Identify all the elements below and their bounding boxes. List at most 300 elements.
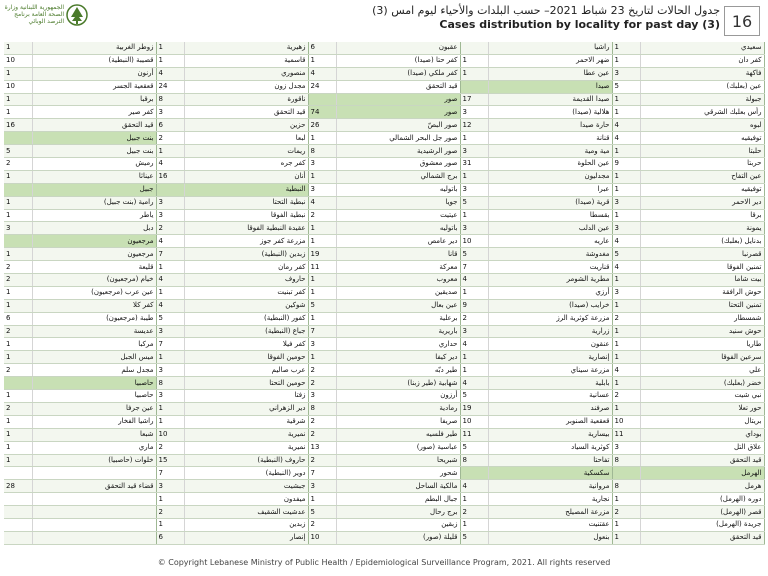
case-count-cell: 6: [156, 119, 184, 132]
locality-cell: خيام (مرجعيون): [32, 274, 156, 287]
locality-cell: صديقين: [336, 286, 460, 299]
locality-cell: حور تعلا: [640, 402, 764, 415]
case-count-cell: 1: [612, 351, 640, 364]
locality-cell: علاق التل: [640, 441, 764, 454]
locality-cell: مزرعة سيناي: [488, 364, 612, 377]
table-row: [4, 299, 764, 312]
locality-cell: شبعا: [32, 428, 156, 441]
case-count-cell: 2: [308, 209, 336, 222]
case-count-cell: 2: [308, 415, 336, 428]
case-count-cell: 2: [460, 312, 488, 325]
copyright-footer: © Copyright Lebanese Ministry of Public Health / Epidemiological Surveillance Program, 2021. All rights reserved: [157, 558, 611, 567]
case-count-cell: 5: [612, 248, 640, 261]
locality-cell: ميفدون: [184, 493, 308, 506]
locality-cell: صيدا: [488, 80, 612, 93]
case-count-cell: 2: [4, 261, 32, 274]
case-count-cell: 2: [308, 364, 336, 377]
locality-cell: عيناثا: [32, 170, 156, 183]
case-count-cell: 3: [612, 222, 640, 235]
case-count-cell: 8: [612, 480, 640, 493]
case-count-cell: 5: [460, 531, 488, 544]
case-count-cell: 1: [4, 441, 32, 454]
case-count-cell: 2: [4, 402, 32, 415]
case-count-cell: [4, 235, 32, 248]
locality-cell: النبطية: [184, 183, 308, 196]
case-count-cell: 1: [308, 274, 336, 287]
locality-cell: طيبة (مرجعيون): [32, 312, 156, 325]
case-count-cell: 5: [460, 248, 488, 261]
locality-cell: منصوري: [184, 67, 308, 80]
case-count-cell: 16: [4, 119, 32, 132]
case-count-cell: 6: [308, 42, 336, 54]
locality-cell: قانا: [336, 248, 460, 261]
locality-cell: أرزي: [488, 286, 612, 299]
case-count-cell: 1: [156, 42, 184, 54]
table-row: [4, 222, 764, 235]
locality-cell: دبل: [32, 222, 156, 235]
locality-cell: جبولة: [640, 93, 764, 106]
locality-cell: قيد التحقق: [336, 80, 460, 93]
case-count-cell: 3: [4, 222, 32, 235]
table-row: [4, 325, 764, 338]
locality-cell: مركبا: [32, 338, 156, 351]
locality-cell: راشيا الفخار: [32, 415, 156, 428]
case-count-cell: 10: [308, 531, 336, 544]
table-row: [4, 364, 764, 377]
locality-cell: كفر حتا (صيدا): [336, 54, 460, 67]
locality-cell: عين (بعلبك): [640, 80, 764, 93]
locality-cell: برعلية: [336, 312, 460, 325]
case-count-cell: 10: [460, 235, 488, 248]
locality-cell: برج الشمالي: [336, 170, 460, 183]
case-count-cell: 1: [460, 518, 488, 531]
table-row: [4, 467, 764, 480]
locality-cell: باريرية: [336, 325, 460, 338]
case-count-cell: 8: [612, 454, 640, 467]
locality-cell: بابلية: [488, 377, 612, 390]
table-row: [4, 80, 764, 93]
table-body: [4, 42, 764, 544]
locality-cell: رأس بعلبك الشرقي: [640, 106, 764, 119]
case-count-cell: 28: [4, 480, 32, 493]
case-count-cell: 4: [612, 235, 640, 248]
case-count-cell: 4: [612, 132, 640, 145]
locality-cell: قيد التحقق: [640, 454, 764, 467]
case-count-cell: 6: [4, 312, 32, 325]
locality-cell: الهرمل: [640, 467, 764, 480]
case-count-cell: 13: [308, 441, 336, 454]
title-english: Cases distribution by locality for past day (3): [439, 18, 720, 31]
case-count-cell: 10: [156, 428, 184, 441]
case-count-cell: 4: [460, 377, 488, 390]
locality-cell: عاريه: [488, 235, 612, 248]
locality-cell: صريفا: [336, 415, 460, 428]
case-count-cell: 1: [308, 222, 336, 235]
case-count-cell: 1: [460, 67, 488, 80]
case-count-cell: [156, 183, 184, 196]
case-count-cell: 5: [460, 441, 488, 454]
locality-cell: بوداي: [640, 428, 764, 441]
case-count-cell: 1: [308, 235, 336, 248]
case-count-cell: 1: [156, 54, 184, 67]
case-count-cell: [4, 531, 32, 544]
locality-cell: حزين: [184, 119, 308, 132]
case-count-cell: [4, 493, 32, 506]
case-count-cell: 3: [156, 480, 184, 493]
locality-cell: أنان: [184, 170, 308, 183]
case-count-cell: 1: [612, 106, 640, 119]
locality-cell: بقسطا: [488, 209, 612, 222]
table-row: [4, 402, 764, 415]
locality-cell: قيد التحقق: [32, 119, 156, 132]
locality-cell: برقبا: [32, 93, 156, 106]
table-row: [4, 312, 764, 325]
table-row: [4, 428, 764, 441]
case-count-cell: 3: [612, 196, 640, 209]
case-count-cell: 2: [4, 364, 32, 377]
locality-cell: باتوليه: [336, 222, 460, 235]
title-arabic: جدول الحالات لتاريخ 23 شباط 2021– حسب البلدات والأحياء ليوم امس (3): [372, 4, 720, 17]
case-count-cell: 1: [460, 209, 488, 222]
locality-cell: صور: [336, 106, 460, 119]
case-count-cell: 1: [612, 42, 640, 54]
locality-cell: بيسارية: [488, 428, 612, 441]
locality-cell: عين الدلب: [488, 222, 612, 235]
case-count-cell: [612, 467, 640, 480]
case-count-cell: 1: [308, 132, 336, 145]
case-count-cell: 1: [4, 338, 32, 351]
case-count-cell: 1: [612, 518, 640, 531]
locality-cell: زوطر الغربية: [32, 42, 156, 54]
locality-cell: حوش سنيد: [640, 325, 764, 338]
table-row: [4, 67, 764, 80]
locality-cell: قيد التحقق: [184, 106, 308, 119]
case-count-cell: 1: [308, 312, 336, 325]
case-count-cell: 1: [308, 493, 336, 506]
locality-cell: حربتا: [640, 158, 764, 171]
locality-cell: عين عطا: [488, 67, 612, 80]
case-count-cell: 1: [460, 493, 488, 506]
page-number-badge: 16: [724, 6, 760, 36]
locality-cell: زفتا: [184, 390, 308, 403]
case-count-cell: 1: [4, 299, 32, 312]
case-count-cell: 1: [4, 93, 32, 106]
case-count-cell: 8: [156, 93, 184, 106]
case-count-cell: 3: [156, 325, 184, 338]
locality-cell: كفر دان: [640, 54, 764, 67]
case-count-cell: 4: [612, 119, 640, 132]
locality-cell: يمونة: [640, 222, 764, 235]
locality-cell: حارة صيدا: [488, 119, 612, 132]
locality-cell: حاصبيا: [32, 390, 156, 403]
table-row: [4, 158, 764, 171]
case-count-cell: 1: [612, 531, 640, 544]
locality-cell: باتوليه: [336, 183, 460, 196]
locality-cell: نبي شيت: [640, 390, 764, 403]
ministry-logo: [4, 2, 90, 36]
locality-cell: مرجعيون: [32, 235, 156, 248]
case-count-cell: 5: [4, 145, 32, 158]
case-count-cell: 2: [308, 518, 336, 531]
table-row: [4, 518, 764, 531]
case-count-cell: 1: [308, 351, 336, 364]
case-count-cell: 31: [460, 158, 488, 171]
locality-cell: شرقية: [184, 415, 308, 428]
case-count-cell: 1: [4, 170, 32, 183]
locality-cell: تمنين التحتا: [640, 299, 764, 312]
locality-cell: قعقعية الجسر: [32, 80, 156, 93]
locality-cell: ياطر: [32, 209, 156, 222]
case-count-cell: 11: [460, 428, 488, 441]
case-count-cell: [4, 377, 32, 390]
case-count-cell: 2: [156, 222, 184, 235]
case-count-cell: [4, 518, 32, 531]
locality-cell: شبريحا: [336, 454, 460, 467]
locality-cell: بدنايل (بعلبك): [640, 235, 764, 248]
logo-text: الجمهورية اللبنانية وزارة الصحة العامة برنامج الترصد الوبائي: [4, 4, 64, 25]
locality-cell: عقيدة النبطية الفوقا: [184, 222, 308, 235]
case-count-cell: 5: [460, 390, 488, 403]
locality-cell: أرزون: [336, 390, 460, 403]
table-row: [4, 415, 764, 428]
locality-cell: دوره (الهرمل): [640, 493, 764, 506]
locality-cell: [32, 506, 156, 519]
case-count-cell: 4: [156, 274, 184, 287]
table-row: [4, 454, 764, 467]
case-count-cell: [460, 80, 488, 93]
case-count-cell: 2: [4, 325, 32, 338]
locality-cell: كفور (النبطية): [184, 312, 308, 325]
locality-cell: هرمل: [640, 480, 764, 493]
case-count-cell: 7: [156, 467, 184, 480]
case-count-cell: 1: [4, 454, 32, 467]
case-count-cell: 1: [4, 286, 32, 299]
locality-cell: جويا: [336, 196, 460, 209]
case-count-cell: 8: [460, 454, 488, 467]
case-count-cell: 1: [4, 248, 32, 261]
locality-cell: حلبتا: [640, 145, 764, 158]
case-count-cell: 10: [612, 415, 640, 428]
locality-cell: قصرنبا: [640, 248, 764, 261]
case-count-cell: 3: [156, 196, 184, 209]
case-count-cell: 5: [460, 196, 488, 209]
case-count-cell: 5: [612, 80, 640, 93]
locality-cell: طير فلسيه: [336, 428, 460, 441]
locality-cell: رميش: [32, 158, 156, 171]
locality-cell: طير دبّه: [336, 364, 460, 377]
case-count-cell: 4: [460, 480, 488, 493]
locality-cell: حومين الفوقا: [184, 351, 308, 364]
table-row: [4, 338, 764, 351]
locality-cell: زبدين (النبطية): [184, 248, 308, 261]
case-count-cell: 1: [4, 67, 32, 80]
locality-cell: تمنين الفوقا: [640, 261, 764, 274]
locality-cell: طاريا: [640, 338, 764, 351]
locality-cell: نبطية الفوقا: [184, 209, 308, 222]
locality-cell: عدشيت الشقيف: [184, 506, 308, 519]
table-row: [4, 390, 764, 403]
locality-cell: حاصبيا: [32, 377, 156, 390]
locality-cell: مالكية الساحل: [336, 480, 460, 493]
case-count-cell: 3: [156, 364, 184, 377]
locality-cell: عقبون: [336, 42, 460, 54]
case-count-cell: 2: [612, 506, 640, 519]
table-row: [4, 145, 764, 158]
case-count-cell: 7: [308, 325, 336, 338]
case-count-cell: 9: [612, 158, 640, 171]
case-count-cell: 1: [156, 145, 184, 158]
locality-cell: زرارية: [488, 325, 612, 338]
table-row: [4, 480, 764, 493]
locality-cell: بريتال: [640, 415, 764, 428]
table-row: [4, 42, 764, 54]
locality-cell: مية ومية: [488, 145, 612, 158]
header: [0, 0, 768, 42]
cases-table: [4, 42, 765, 545]
case-count-cell: 4: [612, 261, 640, 274]
locality-cell: مروانية: [488, 480, 612, 493]
locality-cell: فاكهة: [640, 67, 764, 80]
locality-cell: قعقعية الصنوبر: [488, 415, 612, 428]
case-count-cell: 1: [460, 286, 488, 299]
locality-cell: مغدوشة: [488, 248, 612, 261]
locality-cell: شوكين: [184, 299, 308, 312]
case-count-cell: 12: [460, 119, 488, 132]
locality-cell: عديسة: [32, 325, 156, 338]
table-row: [4, 377, 764, 390]
case-count-cell: 1: [4, 428, 32, 441]
locality-cell: صور البصّ: [336, 119, 460, 132]
case-count-cell: 3: [308, 480, 336, 493]
case-count-cell: 3: [460, 183, 488, 196]
locality-cell: برج رحال: [336, 506, 460, 519]
locality-cell: أرنون: [32, 67, 156, 80]
locality-cell: برقا: [640, 209, 764, 222]
locality-cell: قرية (صيدا): [488, 196, 612, 209]
case-count-cell: 1: [308, 286, 336, 299]
locality-cell: صيدا القديمة: [488, 93, 612, 106]
locality-cell: خضر (بعلبك): [640, 377, 764, 390]
locality-cell: كفر صير: [32, 106, 156, 119]
case-count-cell: 1: [612, 338, 640, 351]
case-count-cell: 1: [612, 493, 640, 506]
case-count-cell: 2: [4, 158, 32, 171]
locality-cell: قناريت: [488, 261, 612, 274]
case-count-cell: 2: [156, 506, 184, 519]
case-count-cell: 1: [4, 390, 32, 403]
locality-cell: هلالية (صيدا): [488, 106, 612, 119]
case-count-cell: [460, 467, 488, 480]
locality-cell: صور: [336, 93, 460, 106]
locality-cell: صور الرشيدية: [336, 145, 460, 158]
locality-cell: حاروف (النبطية): [184, 454, 308, 467]
case-count-cell: 1: [612, 325, 640, 338]
locality-cell: معروب: [336, 274, 460, 287]
case-count-cell: 4: [460, 274, 488, 287]
case-count-cell: 1: [612, 274, 640, 287]
case-count-cell: 4: [156, 67, 184, 80]
locality-cell: دوير (النبطية): [184, 467, 308, 480]
locality-cell: ريمات: [184, 145, 308, 158]
locality-cell: ماري: [32, 441, 156, 454]
case-count-cell: 24: [308, 80, 336, 93]
case-count-cell: 2: [308, 454, 336, 467]
case-count-cell: 1: [612, 402, 640, 415]
locality-cell: ناقورة: [184, 93, 308, 106]
case-count-cell: 1: [308, 170, 336, 183]
locality-cell: سرعين الفوقا: [640, 351, 764, 364]
case-count-cell: 3: [612, 67, 640, 80]
locality-cell: قصر (الهرمل): [640, 506, 764, 519]
locality-cell: علي: [640, 364, 764, 377]
case-count-cell: [460, 42, 488, 54]
table-row: [4, 248, 764, 261]
locality-cell: صرفند: [488, 402, 612, 415]
locality-cell: عين الحلوة: [488, 158, 612, 171]
case-count-cell: 1: [612, 170, 640, 183]
locality-cell: خلوات (حاصبيا): [32, 454, 156, 467]
locality-cell: عيتيت: [336, 209, 460, 222]
case-count-cell: 3: [156, 390, 184, 403]
locality-cell: دير الزهراني: [184, 402, 308, 415]
locality-cell: إنصار: [184, 531, 308, 544]
case-count-cell: 3: [308, 390, 336, 403]
case-count-cell: 3: [460, 106, 488, 119]
locality-cell: عين بعال: [336, 299, 460, 312]
case-count-cell: 1: [460, 54, 488, 67]
locality-cell: نجارية: [488, 493, 612, 506]
locality-cell: مزرعة كوثرية الرز: [488, 312, 612, 325]
case-count-cell: 10: [4, 80, 32, 93]
case-count-cell: 1: [460, 351, 488, 364]
case-count-cell: 1: [612, 377, 640, 390]
locality-cell: خرايب (صيدا): [488, 299, 612, 312]
table-row: [4, 93, 764, 106]
table-row: [4, 531, 764, 544]
cedar-emblem-icon: [66, 4, 88, 26]
locality-cell: قاسمية: [184, 54, 308, 67]
locality-cell: إنصارية: [488, 351, 612, 364]
locality-cell: عبرا: [488, 183, 612, 196]
case-count-cell: 26: [308, 119, 336, 132]
table-row: [4, 506, 764, 519]
locality-cell: كفر جره: [184, 158, 308, 171]
case-count-cell: 2: [308, 428, 336, 441]
case-count-cell: 16: [156, 170, 184, 183]
locality-cell: توفيقيه: [640, 132, 764, 145]
locality-cell: معركة: [336, 261, 460, 274]
locality-cell: مجدل زون: [184, 80, 308, 93]
case-count-cell: 3: [308, 338, 336, 351]
locality-cell: قنانة: [488, 132, 612, 145]
case-count-cell: 4: [156, 158, 184, 171]
case-count-cell: 5: [308, 299, 336, 312]
locality-cell: نبطية التحتا: [184, 196, 308, 209]
table-row: [4, 209, 764, 222]
locality-cell: بيت شاما: [640, 274, 764, 287]
case-count-cell: 2: [156, 132, 184, 145]
locality-cell: توفيقيه: [640, 183, 764, 196]
locality-cell: سعيدي: [640, 42, 764, 54]
locality-cell: عين عرب (مرجعيون): [32, 286, 156, 299]
locality-cell: كفر فيلا: [184, 338, 308, 351]
case-count-cell: 1: [4, 415, 32, 428]
locality-cell: حوش الرافقة: [640, 286, 764, 299]
locality-cell: حومين التحتا: [184, 377, 308, 390]
case-count-cell: 19: [460, 402, 488, 415]
case-count-cell: 2: [4, 274, 32, 287]
locality-cell: كفر ملكي (صيدا): [336, 67, 460, 80]
